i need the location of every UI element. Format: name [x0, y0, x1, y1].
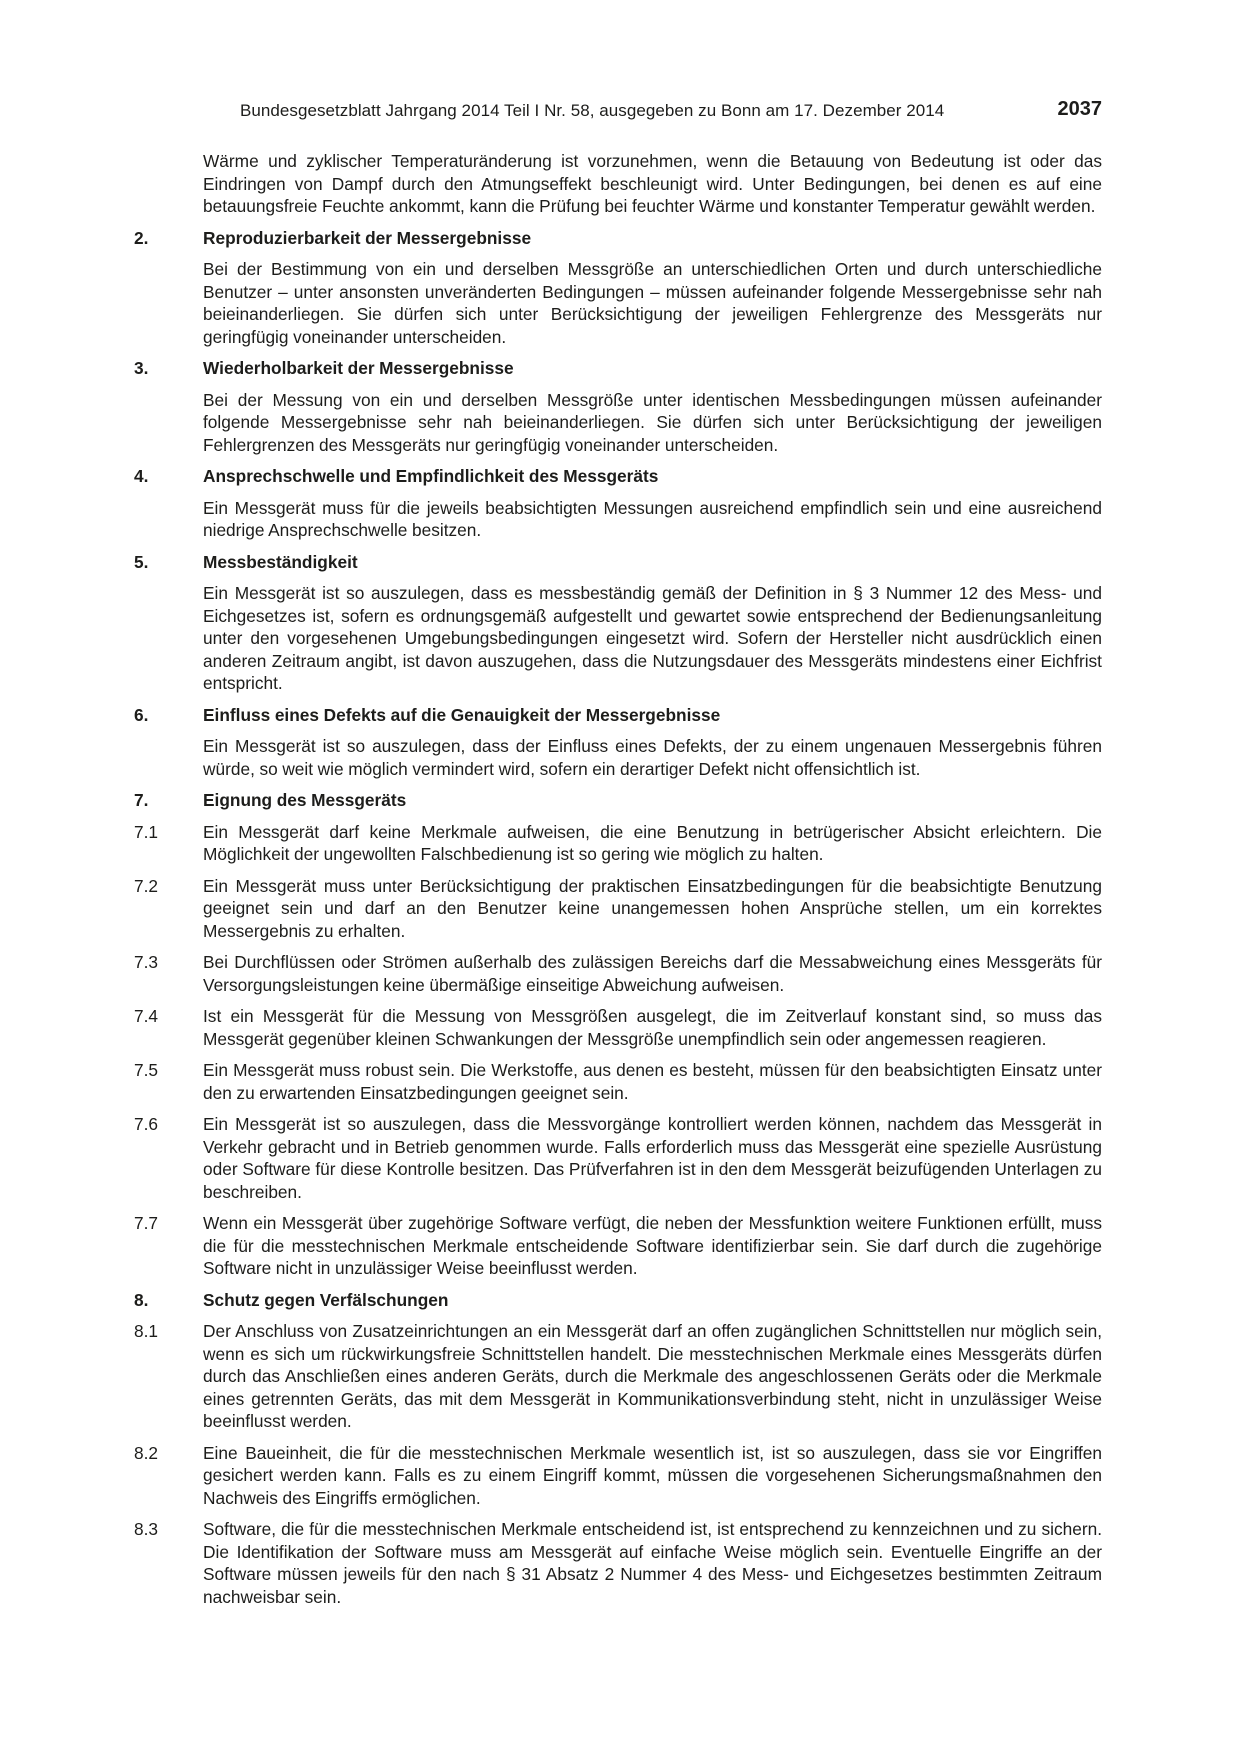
section-6-heading-block [134, 704, 1102, 727]
section-paragraph: Bei der Bestimmung von ein und derselben Messgröße an unterschiedlichen Orten und durch unterschiedliche Benutzer – unter ansonsten unveränderten Bedingungen – müssen aufeinander folgende Messergebnisse sehr nah beieinanderliegen. Sie dürfen sich unter Berücksichtigung der jeweiligen Fehlergrenze des Messgeräts nur geringfügig voneinander unterscheiden. [203, 259, 1102, 347]
page-number: 2037 [1057, 98, 1102, 120]
clause-number: 7.3 [134, 952, 159, 972]
section-number: 2. [134, 227, 149, 248]
clause-7-3 [134, 951, 1102, 996]
page-header [240, 99, 1102, 123]
section-heading: Messbeständigkeit [203, 551, 358, 572]
section-number: 4. [134, 466, 149, 486]
clause-7-1 [134, 821, 1102, 866]
intro-paragraph-block [134, 150, 1102, 218]
clause-7-7 [134, 1212, 1102, 1280]
gazette-header-title: Bundesgesetzblatt Jahrgang 2014 Teil I Nr. 58, ausgegeben zu Bonn am 17. Dezember 2014 [240, 101, 945, 120]
section-7-heading-block [134, 789, 1102, 812]
section-paragraph: Ein Messgerät muss für die jeweils beabsichtigten Messungen ausreichend empfindlich sein und eine ausreichend niedrige Ansprechschwelle besitzen. [203, 497, 1102, 540]
section-heading: Reproduzierbarkeit der Messergebnisse [203, 227, 532, 248]
clause-text: Der Anschluss von Zusatzeinrichtungen an ein Messgerät darf an offen zugänglichen Schnittstellen nur möglich sein, wenn es sich um rückwirkungsfreie Schnittstellen handelt. Die messtechnischen Merkmale eines Messgeräts dürfen durch das Anschließen eines anderen Geräts, durch die Merkmale des angeschlossenen Geräts oder die Merkmale eines getrennten Geräts, das mit dem Messgerät in Kommunikationsverbindung steht, nicht in unzulässiger Weise beeinflusst werden. [203, 1321, 1102, 1431]
section-8-heading-block [134, 1289, 1102, 1312]
clause-number: 7.7 [134, 1213, 159, 1233]
intro-paragraph: Wärme und zyklischer Temperaturänderung ist vorzunehmen, wenn die Betauung von Bedeutung ist oder das Eindringen von Dampf durch den Atmungseffekt beschleunigt wird. Unter Bedingungen, bei denen es auf eine betauungsfreie Feuchte ankommt, kann die Prüfung bei feuchter Wärme und konstanter Temperatur gewählt werden. [203, 151, 1102, 216]
section-heading: Schutz gegen Verfälschungen [203, 1289, 449, 1310]
section-6-body [134, 735, 1102, 780]
section-number: 5. [134, 551, 149, 572]
section-3-body [134, 389, 1102, 457]
clause-text: Ein Messgerät muss robust sein. Die Werkstoffe, aus denen es besteht, müssen für den beabsichtigten Einsatz unter den zu erwartenden Einsatzbedingungen geeignet sein. [203, 1060, 1102, 1103]
clause-7-5 [134, 1059, 1102, 1104]
section-heading: Einfluss eines Defekts auf die Genauigkeit der Messergebnisse [203, 704, 721, 725]
section-heading: Wiederholbarkeit der Messergebnisse [203, 358, 514, 378]
clause-7-2 [134, 875, 1102, 943]
section-number: 3. [134, 358, 149, 378]
section-5-body [134, 582, 1102, 695]
clause-text: Ein Messgerät muss unter Berücksichtigung der praktischen Einsatzbedingungen für die beabsichtigte Benutzung geeignet sein und darf an den Benutzer keine unangemessen hohen Ansprüche stellen, um ein korrektes Messergebnis zu erhalten. [203, 875, 1102, 941]
clause-number: 8.2 [134, 1442, 159, 1463]
section-number: 6. [134, 704, 149, 725]
clause-number: 7.2 [134, 875, 159, 896]
document-body [134, 150, 1102, 1617]
clause-number: 8.1 [134, 1321, 159, 1341]
clause-8-2 [134, 1442, 1102, 1510]
clause-text: Bei Durchflüssen oder Strömen außerhalb des zulässigen Bereichs darf die Messabweichung eines Messgeräts für Versorgungsleistungen keine übermäßige einseitige Abweichung aufweisen. [203, 952, 1102, 995]
clause-text: Wenn ein Messgerät über zugehörige Software verfügt, die neben der Messfunktion weitere Funktionen erfüllt, muss die für die messtechnischen Merkmale entscheidende Software identifizierbar sein. Sie darf durch die zugehörige Software nicht in unzulässiger Weise beeinflusst werden. [203, 1213, 1102, 1278]
clause-number: 7.4 [134, 1006, 159, 1026]
section-4-body [134, 497, 1102, 542]
section-3-heading-block [134, 357, 1102, 380]
clause-8-1 [134, 1320, 1102, 1433]
section-2-body [134, 258, 1102, 348]
clause-number: 7.5 [134, 1060, 159, 1080]
section-paragraph: Ein Messgerät ist so auszulegen, dass der Einfluss eines Defekts, der zu einem ungenauen Messergebnis führen würde, so weit wie möglich vermindert wird, sofern ein derartiger Defekt nicht offensichtlich ist. [203, 736, 1102, 779]
section-heading: Eignung des Messgeräts [203, 790, 407, 810]
clause-number: 7.6 [134, 1114, 159, 1134]
clause-number: 8.3 [134, 1519, 159, 1539]
section-paragraph: Bei der Messung von ein und derselben Messgröße unter identischen Messbedingungen müssen aufeinander folgende Messergebnisse sehr nah beieinanderliegen. Sie dürfen sich unter Berücksichtigung der jeweiligen Fehlergrenzen des Messgeräts nur geringfügig voneinander unterscheiden. [203, 389, 1102, 455]
section-paragraph: Ein Messgerät ist so auszulegen, dass es messbeständig gemäß der Definition in § 3 Nummer 12 des Mess- und Eichgesetzes ist, sofern es ordnungsgemäß aufgestellt und gewartet sowie entsprechend der Bedienungsanleitung unter den vorgesehenen Umgebungsbedingungen eingesetzt wird. Sofern der Hersteller nicht ausdrücklich einen anderen Zeitraum angibt, ist davon auszugehen, dass die Nutzungsdauer des Messgeräts mindestens einer Eichfrist entspricht. [203, 583, 1102, 693]
clause-7-6 [134, 1113, 1102, 1203]
clause-text: Ein Messgerät darf keine Merkmale aufweisen, die eine Benutzung in betrügerischer Absicht erleichtern. Die Möglichkeit der ungewollten Falschbedienung ist so gering wie möglich zu halten. [203, 821, 1102, 864]
clause-8-3 [134, 1518, 1102, 1608]
section-number: 7. [134, 790, 149, 810]
section-2-heading-block [134, 227, 1102, 250]
clause-text: Software, die für die messtechnischen Merkmale entscheidend ist, ist entsprechend zu kennzeichnen und zu sichern. Die Identifikation der Software muss am Messgerät auf einfache Weise möglich sein. Eventuelle Eingriffe an der Software müssen jeweils für den nach § 31 Absatz 2 Nummer 4 des Mess- und Eichgesetzes bestimmten Zeitraum nachweisbar sein. [203, 1519, 1102, 1607]
clause-text: Ein Messgerät ist so auszulegen, dass die Messvorgänge kontrolliert werden können, nachdem das Messgerät in Verkehr gebracht und in Betrieb genommen wurde. Falls erforderlich muss das Messgerät eine spezielle Ausrüstung oder Software für diese Kontrolle besitzen. Das Prüfverfahren ist in den dem Messgerät beizufügenden Unterlagen zu beschreiben. [203, 1114, 1102, 1202]
section-5-heading-block [134, 551, 1102, 574]
section-4-heading-block [134, 465, 1102, 488]
clause-7-4 [134, 1005, 1102, 1050]
section-heading: Ansprechschwelle und Empfindlichkeit des Messgeräts [203, 466, 659, 486]
section-number: 8. [134, 1289, 149, 1310]
clause-text: Eine Baueinheit, die für die messtechnischen Merkmale wesentlich ist, ist so auszulegen, dass sie vor Eingriffen gesichert werden kann. Falls es zu einem Eingriff kommt, müssen die vorgesehenen Sicherungsmaßnahmen den Nachweis des Eingriffs ermöglichen. [203, 1442, 1102, 1508]
clause-text: Ist ein Messgerät für die Messung von Messgrößen ausgelegt, die im Zeitverlauf konstant sind, so muss das Messgerät gegenüber kleinen Schwankungen der Messgröße unempfindlich sein oder angemessen reagieren. [203, 1006, 1102, 1049]
clause-number: 7.1 [134, 821, 159, 842]
